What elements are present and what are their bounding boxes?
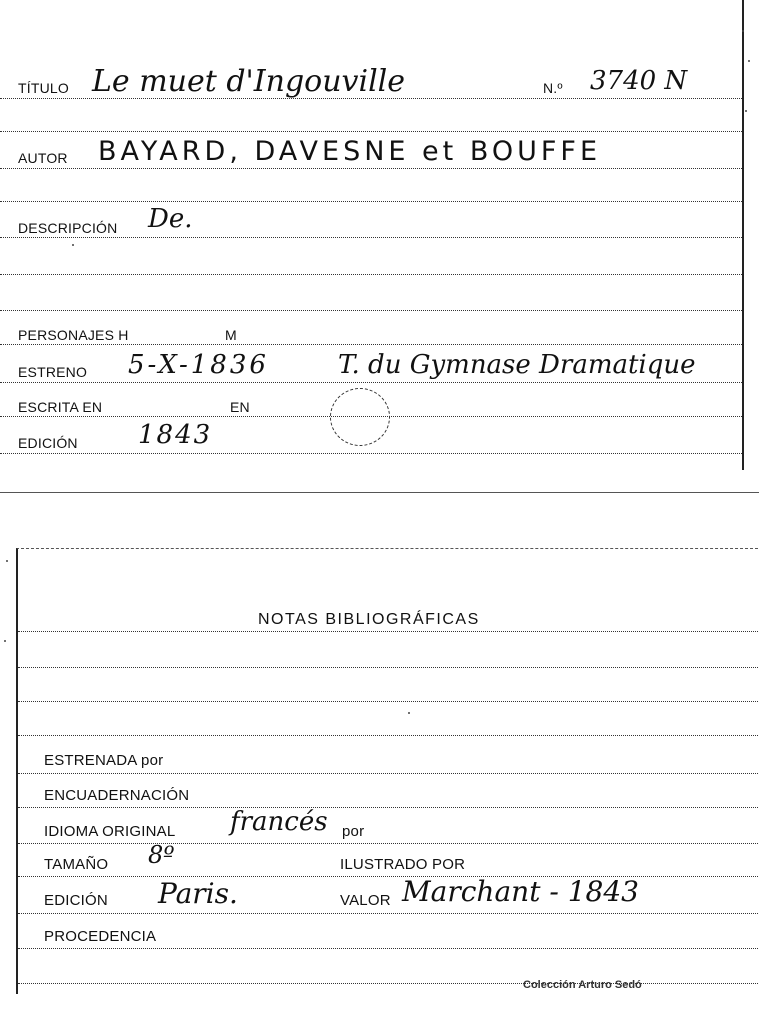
personajes-m-label: M [225, 327, 237, 343]
scan-speck [408, 712, 410, 714]
estreno-place: T. du Gymnase Dramatique [338, 350, 696, 380]
escrita-label: ESCRITA EN [18, 399, 103, 415]
escrita-en-label: EN [230, 399, 250, 415]
line-edicion [18, 913, 758, 914]
line-blank [0, 310, 742, 311]
estreno-date: 5-X-1836 [128, 350, 269, 380]
line-notes [18, 735, 758, 736]
descripcion-value: De. [148, 204, 193, 234]
line-separator [0, 131, 742, 132]
edicion-label: EDICIÓN [18, 435, 78, 451]
autor-label: AUTOR [18, 150, 68, 166]
scan-speck [742, 30, 744, 32]
line-descripcion [0, 237, 742, 238]
catalog-card-back [16, 548, 758, 994]
estrenada-label: ESTRENADA por [44, 752, 164, 769]
titulo-label: TÍTULO [18, 80, 69, 96]
valor-value: Marchant - 1843 [402, 875, 639, 908]
line-estreno [0, 382, 742, 383]
line-estrenada [18, 773, 758, 774]
notas-heading: NOTAS BIBLIOGRÁFICAS [258, 611, 480, 628]
tamano-value: 8º [148, 841, 175, 869]
encuadernacion-label: ENCUADERNACIÓN [44, 787, 190, 804]
punch-hole [330, 388, 390, 446]
descripcion-label: DESCRIPCIÓN [18, 220, 118, 236]
line-idioma [18, 843, 758, 844]
scan-speck [4, 640, 6, 642]
line-procedencia [18, 948, 758, 949]
line-notes [18, 667, 758, 668]
line-edicion [0, 453, 742, 454]
scan-speck [748, 60, 750, 62]
scan-speck [745, 110, 747, 112]
idioma-value: francés [230, 807, 328, 837]
idioma-label: IDIOMA ORIGINAL [44, 823, 176, 840]
line-blank [0, 274, 742, 275]
line-bottom [18, 983, 758, 984]
estreno-label: ESTRENO [18, 364, 88, 380]
edicion-value: Paris. [158, 877, 238, 910]
line-personajes [0, 344, 742, 345]
card-divider [0, 492, 759, 493]
valor-label: VALOR [340, 892, 391, 909]
ilustrado-label: ILUSTRADO POR [340, 856, 466, 873]
line-autor [0, 168, 742, 169]
numero-label: N.º [543, 80, 563, 96]
line-tamano [18, 876, 758, 877]
scan-speck [6, 560, 8, 562]
idioma-por-label: por [342, 823, 365, 840]
titulo-value: Le muet d'Ingouville [92, 64, 406, 99]
edicion-value: 1843 [138, 420, 213, 450]
line-encuadernacion [18, 807, 758, 808]
collection-credit: Colección Arturo Sedó [523, 979, 642, 991]
line-notes [18, 701, 758, 702]
catalog-card-front [0, 0, 744, 470]
line-heading [18, 631, 758, 632]
tamano-label: TAMAÑO [44, 856, 109, 873]
procedencia-label: PROCEDENCIA [44, 928, 157, 945]
edicion-label: EDICIÓN [44, 892, 108, 909]
line-separator [0, 201, 742, 202]
numero-value: 3740 N [590, 66, 688, 96]
personajes-label: PERSONAJES H [18, 327, 129, 343]
autor-value: BAYARD, DAVESNE et BOUFFE [98, 136, 602, 167]
scan-speck [72, 244, 74, 246]
